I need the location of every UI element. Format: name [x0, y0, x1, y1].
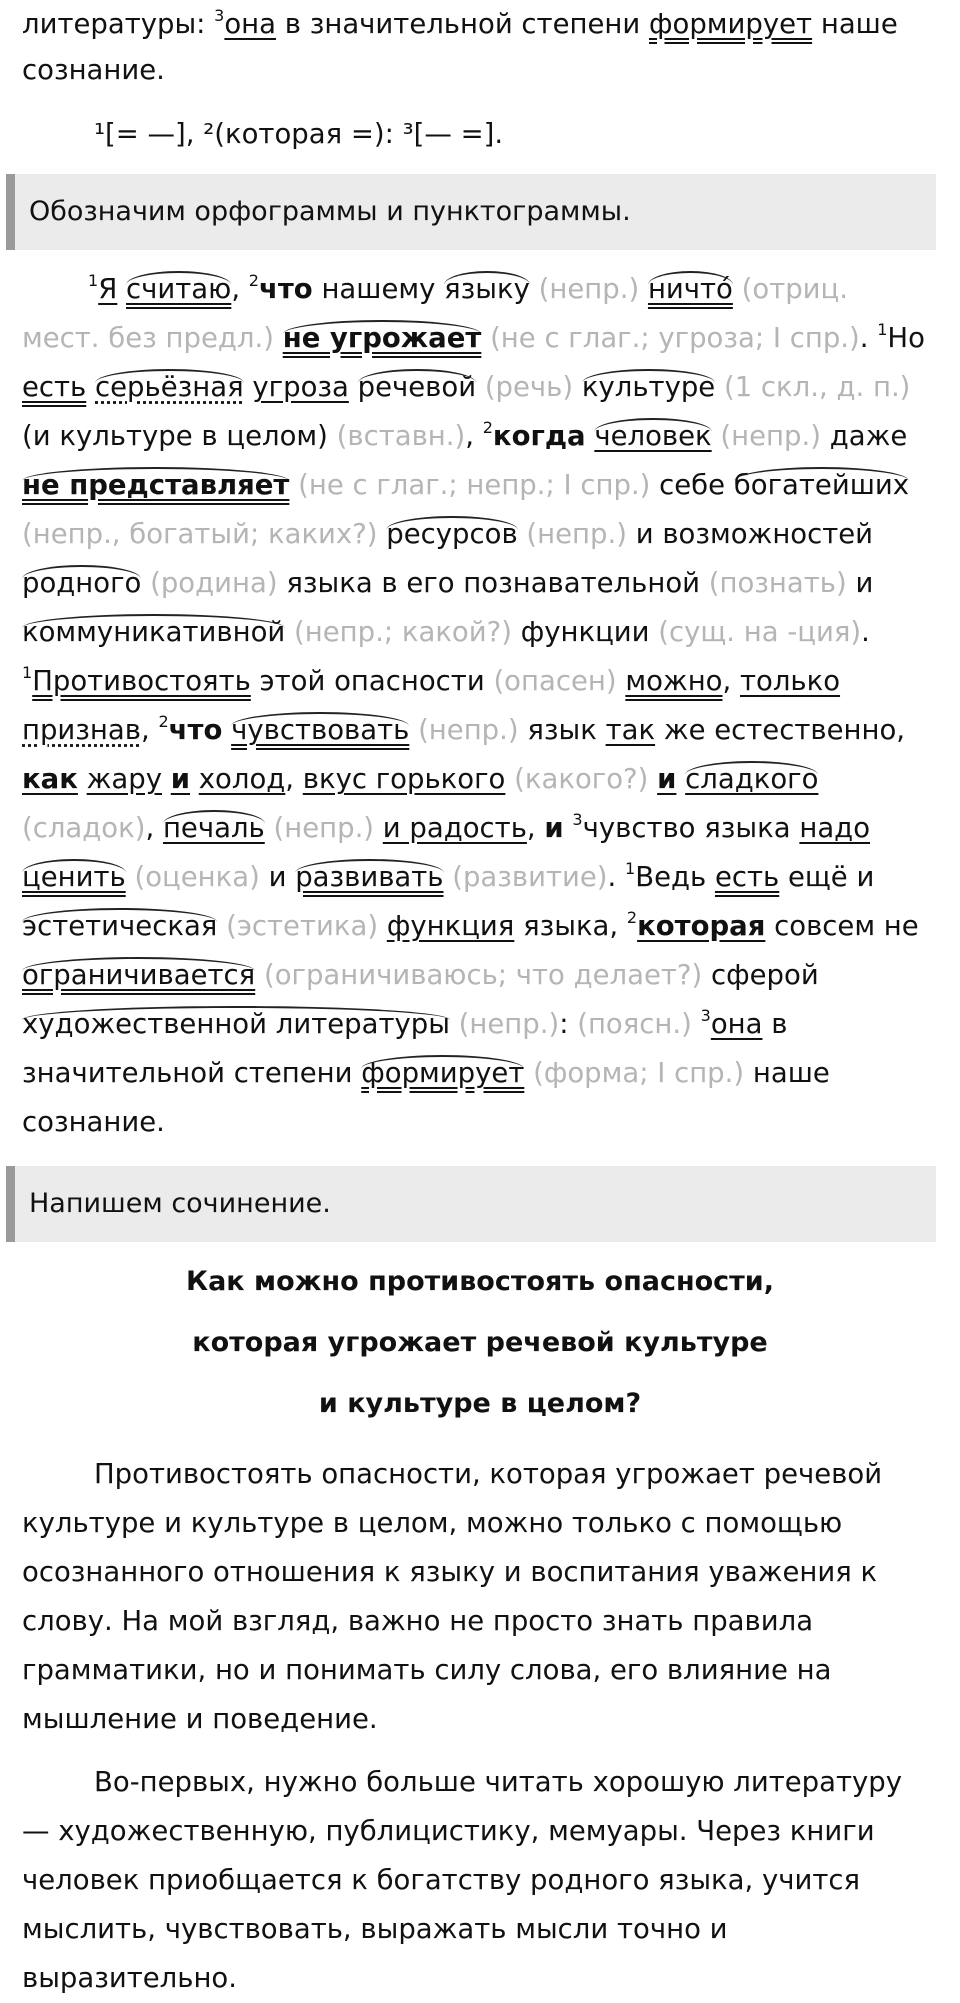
analysis-line: мест. без предл.) не угрожает (не с глаг.; угроза; I спр.). $^1$Но: [22, 320, 925, 354]
section-bar-essay: Напишем сочинение.: [6, 1166, 936, 1242]
analysis-line: художественной литературы (непр.): (поясн.) $^3$она в: [22, 1006, 788, 1040]
essay-p1-line: Противостоять опасности, которая угрожает речевой: [94, 1458, 883, 1490]
essay-p1-line: грамматики, но и понимать силу слова, его влияние на: [22, 1654, 832, 1686]
essay-p2-line: человек приобщается к богатству родного языка, учится: [22, 1864, 861, 1896]
scheme: ¹[= —], ²(которая =): ³[— =].: [94, 118, 504, 150]
analysis-line: коммуникативной (непр.; какой?) функции (сущ. на -ция).: [22, 616, 870, 648]
intro-line-2: сознание.: [22, 54, 165, 86]
analysis-line: эстетическая (эстетика) функция языка, $^2$которая совсем не: [22, 908, 919, 942]
analysis-line: родного (родина) языка в его познавательной (познать) и: [22, 567, 874, 599]
essay-p2-line: Во-первых, нужно больше читать хорошую литературу: [94, 1766, 903, 1798]
analysis-line: ограничивается (ограничиваюсь; что делает?) сферой: [22, 959, 819, 991]
essay-p2-line: мыслить, чувствовать, выражать мысли точно и: [22, 1913, 728, 1945]
analysis-line: как жару и холод, вкус горького (какого?) и сладкого: [22, 763, 819, 795]
intro-line-1: литературы: $^3$она в значительной степени формирует наше: [22, 6, 898, 40]
analysis-line: есть серьёзная угроза речевой (речь) культуре (1 скл., д. п.): [22, 371, 911, 403]
analysis-line: не представляет (не с глаг.; непр.; I спр.) себе богатейших: [22, 469, 910, 501]
essay-p2-line: — художественную, публицистику, мемуары. Через книги: [22, 1815, 875, 1847]
essay-p1-line: осознанного отношения к языку и воспитания уважения к: [22, 1556, 878, 1588]
analysis-line: (сладок), печаль (непр.) и радость, и $^3$чувство языка надо: [22, 810, 871, 844]
essay-p2-line: выразительно.: [22, 1962, 237, 1994]
analysis-line: значительной степени формирует (форма; I спр.) наше: [22, 1057, 830, 1089]
essay-p1-line: мышление и поведение.: [22, 1703, 378, 1735]
essay-p1-line: культуре и культуре в целом, можно только с помощью: [22, 1507, 843, 1539]
analysis-line: ценить (оценка) и развивать (развитие). $^1$Ведь есть ещё и: [22, 859, 875, 893]
analysis-line: сознание.: [22, 1106, 165, 1138]
section-bar-analysis: Обозначим орфограммы и пунктограммы.: [6, 174, 936, 250]
essay-p1-line: слову. На мой взгляд, важно не просто знать правила: [22, 1605, 814, 1637]
analysis-line: признав, $^2$что чувствовать (непр.) язык так же естественно,: [22, 712, 906, 746]
essay-title-line: и культуре в целом?: [318, 1388, 642, 1419]
analysis-line: $^1$Противостоять этой опасности (опасен) можно, только: [22, 663, 841, 697]
essay-title-line: Как можно противостоять опасности,: [186, 1266, 774, 1297]
analysis-line: $^1$Я считаю, $^2$что нашему языку (непр.) ничто́ (отриц.: [88, 271, 849, 305]
essay-title-line: которая угрожает речевой культуре: [192, 1327, 768, 1358]
analysis-line: (и культуре в целом) (вставн.), $^2$когда человек (непр.) даже: [22, 418, 908, 452]
analysis-line: (непр., богатый; каких?) ресурсов (непр.) и возможностей: [22, 518, 874, 550]
